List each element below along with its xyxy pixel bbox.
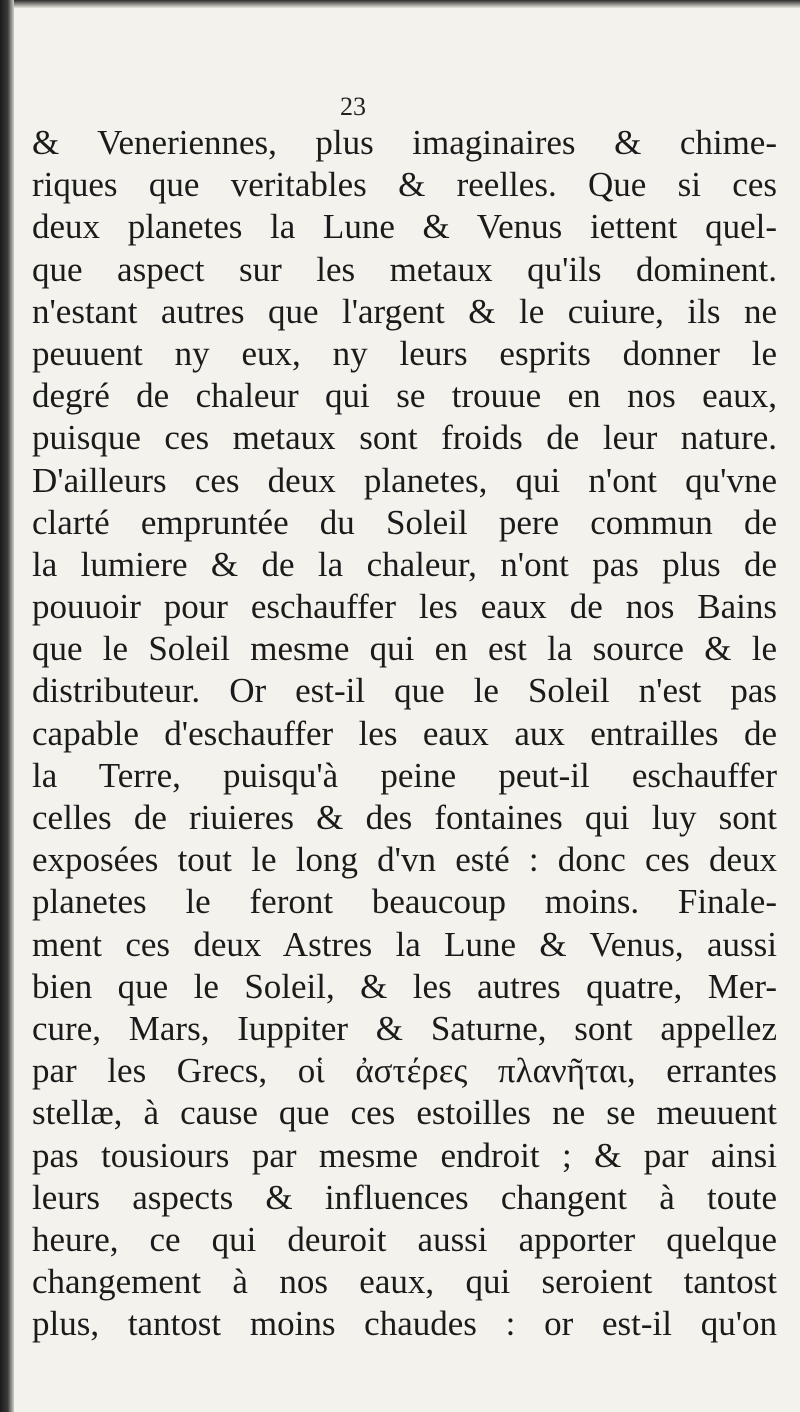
text-line: que aspect sur les metaux qu'ils dominent. [32, 249, 777, 289]
text-line: puisque ces metaux sont froids de leur nature. [32, 418, 777, 458]
text-line: capable d'eschauffer les eaux aux entrailles de [32, 713, 777, 753]
text-line: degré de chaleur qui se trouue en nos eaux, [32, 376, 777, 416]
text-line: distributeur. Or est-il que le Soleil n'est pas [32, 671, 777, 711]
page-top-edge [0, 0, 800, 8]
text-line: que le Soleil mesme qui en est la source & le [32, 629, 777, 669]
text-line: peuuent ny eux, ny leurs esprits donner le [32, 333, 777, 373]
text-line: ment ces deux Astres la Lune & Venus, aussi [32, 924, 777, 964]
text-line: deux planetes la Lune & Venus iettent quel- [32, 207, 777, 247]
binding-shadow [0, 0, 14, 1412]
text-line: planetes le feront beaucoup moins. Finale- [32, 882, 777, 922]
text-line: celles de riuieres & des fontaines qui luy sont [32, 798, 777, 837]
text-line: changement à nos eaux, qui seroient tantost [32, 1262, 777, 1302]
body-text [32, 122, 777, 1345]
text-line: cure, Mars, Iuppiter & Saturne, sont appellez [32, 1008, 777, 1048]
text-line: la lumiere & de la chaleur, n'ont pas plus de [32, 544, 777, 584]
text-line: leurs aspects & influences changent à toute [32, 1177, 777, 1217]
text-line: la Terre, puisqu'à peine peut-il eschauffer [32, 755, 777, 795]
text-line: exposées tout le long d'vn esté : donc ces deux [32, 840, 777, 880]
text-line: n'estant autres que l'argent & le cuiure, ils ne [32, 291, 777, 331]
text-line: heure, ce qui deuroit aussi apporter quelque [32, 1219, 777, 1259]
text-line: riques que veritables & reelles. Que si ces [32, 165, 777, 205]
text-line: clarté empruntée du Soleil pere commun de [32, 502, 777, 542]
text-line: bien que le Soleil, & les autres quatre, Mer- [32, 966, 777, 1006]
text-line: pouuoir pour eschauffer les eaux de nos Bains [32, 587, 777, 627]
text-line: pas tousiours par mesme endroit ; & par ainsi [32, 1135, 777, 1175]
text-line: par les Grecs, οἱ ἀστέρες πλανῆται, errantes [32, 1051, 777, 1091]
page-number: 23 [340, 92, 366, 121]
text-line: stellæ, à cause que ces estoilles ne se meuuent [32, 1093, 777, 1133]
text-line: & Veneriennes, plus imaginaires & chime- [32, 123, 777, 162]
text-line: D'ailleurs ces deux planetes, qui n'ont qu'vne [32, 460, 777, 500]
text-line: plus, tantost moins chaudes : or est-il qu'on [32, 1304, 777, 1344]
